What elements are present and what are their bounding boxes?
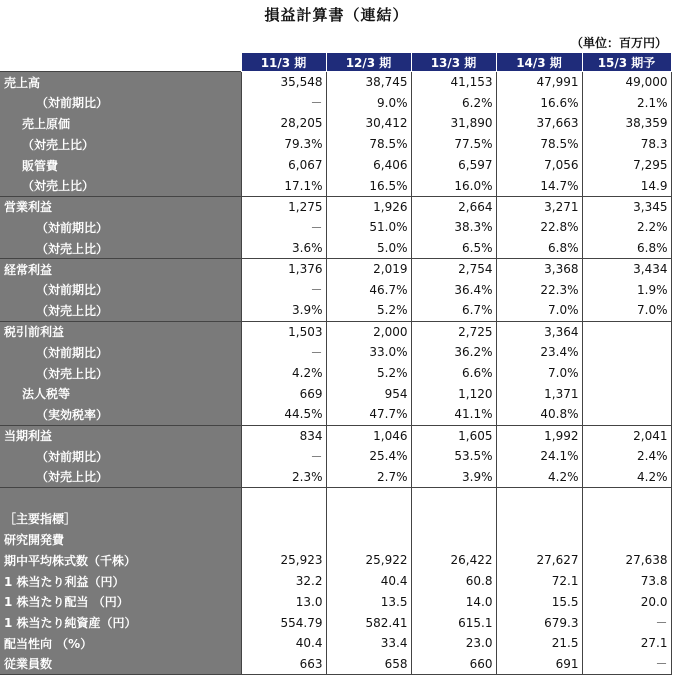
table-row	[0, 238, 671, 259]
table-cell: 1,376	[241, 259, 326, 280]
table-cell: 26,422	[411, 550, 496, 571]
row-label	[0, 487, 241, 508]
table-row	[0, 321, 671, 342]
table-row	[0, 633, 671, 654]
column-header: 12/3 期	[326, 53, 411, 72]
row-label: 1 株当たり純資産（円）	[0, 612, 241, 633]
table-cell: 3.9%	[411, 467, 496, 488]
row-label: 法人税等	[0, 383, 241, 404]
table-cell: 669	[241, 383, 326, 404]
table-cell: 23.4%	[496, 342, 582, 363]
table-cell: 6,067	[241, 155, 326, 176]
row-label: （対売上比）	[0, 363, 241, 384]
table-cell: 2,664	[411, 196, 496, 217]
table-cell: 660	[411, 654, 496, 675]
table-cell: －	[241, 92, 326, 113]
table-cell: 31,890	[411, 113, 496, 134]
table-cell: 615.1	[411, 612, 496, 633]
table-cell: 7,295	[582, 155, 671, 176]
table-cell	[326, 529, 411, 550]
table-cell: 1,926	[326, 196, 411, 217]
table-cell: 72.1	[496, 571, 582, 592]
table-row	[0, 571, 671, 592]
table-cell: 22.8%	[496, 217, 582, 238]
table-body	[0, 72, 671, 675]
table-cell: 47.7%	[326, 404, 411, 425]
row-label: （実効税率）	[0, 404, 241, 425]
table-cell: 27,638	[582, 550, 671, 571]
table-cell: 3,345	[582, 196, 671, 217]
row-label: ［主要指標］	[0, 508, 241, 529]
table-cell	[496, 529, 582, 550]
row-label: （対売上比）	[0, 238, 241, 259]
table-cell: 663	[241, 654, 326, 675]
table-cell: 33.0%	[326, 342, 411, 363]
table-cell: 2.1%	[582, 92, 671, 113]
table-cell: 4.2%	[582, 467, 671, 488]
column-header: 15/3 期予	[582, 53, 671, 72]
table-cell: 44.5%	[241, 404, 326, 425]
table-cell: 658	[326, 654, 411, 675]
table-cell: 14.7%	[496, 175, 582, 196]
table-cell: 1,275	[241, 196, 326, 217]
table-cell: －	[582, 654, 671, 675]
table-row	[0, 654, 671, 675]
table-cell: 2,754	[411, 259, 496, 280]
table-row	[0, 175, 671, 196]
table-cell: 679.3	[496, 612, 582, 633]
table-cell: 32.2	[241, 571, 326, 592]
table-cell: 3.6%	[241, 238, 326, 259]
header-corner	[0, 53, 241, 72]
table-cell: 30,412	[326, 113, 411, 134]
table-row	[0, 300, 671, 321]
table-cell: 9.0%	[326, 92, 411, 113]
table-cell: 77.5%	[411, 134, 496, 155]
table-cell	[582, 342, 671, 363]
table-cell: 16.6%	[496, 92, 582, 113]
table-cell: 38,359	[582, 113, 671, 134]
table-cell: 6.6%	[411, 363, 496, 384]
table-row	[0, 363, 671, 384]
row-label: （対前期比）	[0, 446, 241, 467]
table-row	[0, 446, 671, 467]
table-cell: －	[241, 217, 326, 238]
table-cell	[582, 363, 671, 384]
table-cell: 41,153	[411, 72, 496, 93]
table-cell: 38,745	[326, 72, 411, 93]
table-row	[0, 404, 671, 425]
table-cell: 3,434	[582, 259, 671, 280]
table-cell: 2.2%	[582, 217, 671, 238]
table-cell	[582, 508, 671, 529]
page-title: 損益計算書（連結）	[264, 6, 409, 24]
table-cell: 24.1%	[496, 446, 582, 467]
table-cell	[411, 529, 496, 550]
row-label: 期中平均株式数（千株）	[0, 550, 241, 571]
row-label: 当期利益	[0, 425, 241, 446]
table-cell: 14.0	[411, 591, 496, 612]
table-cell: 554.79	[241, 612, 326, 633]
table-cell: 27,627	[496, 550, 582, 571]
table-cell: 954	[326, 383, 411, 404]
table-row	[0, 425, 671, 446]
table-cell: 17.1%	[241, 175, 326, 196]
table-row	[0, 134, 671, 155]
row-label: 売上原価	[0, 113, 241, 134]
table-cell: 1,371	[496, 383, 582, 404]
table-cell: 3,368	[496, 259, 582, 280]
row-label: 経常利益	[0, 259, 241, 280]
row-label: 1 株当たり配当 （円）	[0, 591, 241, 612]
table-cell: 28,205	[241, 113, 326, 134]
table-cell: 36.4%	[411, 279, 496, 300]
table-row	[0, 508, 671, 529]
table-cell: 78.3	[582, 134, 671, 155]
table-row	[0, 529, 671, 550]
table-row	[0, 196, 671, 217]
table-cell: 6.5%	[411, 238, 496, 259]
table-cell: －	[241, 342, 326, 363]
table-cell: 4.2%	[241, 363, 326, 384]
table-cell	[582, 529, 671, 550]
table-cell: 20.0	[582, 591, 671, 612]
table-row	[0, 550, 671, 571]
row-label: （対前期比）	[0, 342, 241, 363]
table-cell: 7.0%	[496, 363, 582, 384]
table-row	[0, 259, 671, 280]
table-cell	[411, 487, 496, 508]
table-cell: 13.0	[241, 591, 326, 612]
row-label: （対前期比）	[0, 217, 241, 238]
table-cell: －	[241, 279, 326, 300]
table-cell: 4.2%	[496, 467, 582, 488]
table-cell: 38.3%	[411, 217, 496, 238]
table-cell: 2.7%	[326, 467, 411, 488]
table-cell: 691	[496, 654, 582, 675]
row-label: 税引前利益	[0, 321, 241, 342]
table-row	[0, 612, 671, 633]
income-statement-table	[0, 52, 672, 675]
table-cell: 5.0%	[326, 238, 411, 259]
table-row	[0, 591, 671, 612]
table-cell: 6.2%	[411, 92, 496, 113]
table-cell: 7.0%	[582, 300, 671, 321]
table-cell: 33.4	[326, 633, 411, 654]
table-row	[0, 92, 671, 113]
table-row	[0, 113, 671, 134]
table-row	[0, 72, 671, 93]
table-cell: 53.5%	[411, 446, 496, 467]
table-row	[0, 279, 671, 300]
table-row	[0, 487, 671, 508]
table-cell: 23.0	[411, 633, 496, 654]
table-cell	[326, 508, 411, 529]
table-cell: 1,046	[326, 425, 411, 446]
table-row	[0, 467, 671, 488]
table-cell	[582, 487, 671, 508]
table-cell: 36.2%	[411, 342, 496, 363]
row-label: 従業員数	[0, 654, 241, 675]
table-cell: 78.5%	[496, 134, 582, 155]
table-cell: 5.2%	[326, 300, 411, 321]
table-cell: 27.1	[582, 633, 671, 654]
table-cell: 21.5	[496, 633, 582, 654]
table-cell	[241, 529, 326, 550]
table-cell: 1,503	[241, 321, 326, 342]
table-cell: －	[241, 446, 326, 467]
table-cell: 7,056	[496, 155, 582, 176]
row-label: 売上高	[0, 72, 241, 93]
table-cell: 1,605	[411, 425, 496, 446]
row-label: （対売上比）	[0, 175, 241, 196]
table-cell: 2,000	[326, 321, 411, 342]
table-cell: 16.5%	[326, 175, 411, 196]
table-cell: 41.1%	[411, 404, 496, 425]
table-cell: 73.8	[582, 571, 671, 592]
column-header: 14/3 期	[496, 53, 582, 72]
table-cell: 49,000	[582, 72, 671, 93]
table-cell: 60.8	[411, 571, 496, 592]
table-cell: 37,663	[496, 113, 582, 134]
table-cell: 3.9%	[241, 300, 326, 321]
table-cell: 834	[241, 425, 326, 446]
table-cell: 3,271	[496, 196, 582, 217]
table-cell: 6.7%	[411, 300, 496, 321]
unit-label: （単位：百万円）	[570, 36, 667, 50]
table-row	[0, 217, 671, 238]
column-header: 13/3 期	[411, 53, 496, 72]
table-cell: 46.7%	[326, 279, 411, 300]
row-label: （対売上比）	[0, 300, 241, 321]
table-cell: 22.3%	[496, 279, 582, 300]
table-cell: 16.0%	[411, 175, 496, 196]
table-row	[0, 155, 671, 176]
table-cell	[326, 487, 411, 508]
table-cell: 2,019	[326, 259, 411, 280]
table-cell: 15.5	[496, 591, 582, 612]
table-cell: 2,725	[411, 321, 496, 342]
table-cell: 47,991	[496, 72, 582, 93]
row-label: 研究開発費	[0, 529, 241, 550]
table-cell	[241, 487, 326, 508]
table-cell: 13.5	[326, 591, 411, 612]
table-cell: 2,041	[582, 425, 671, 446]
table-cell	[496, 487, 582, 508]
table-cell	[241, 508, 326, 529]
table-cell: 51.0%	[326, 217, 411, 238]
table-cell: 1.9%	[582, 279, 671, 300]
row-label: （対売上比）	[0, 134, 241, 155]
table-cell	[496, 508, 582, 529]
row-label: （対売上比）	[0, 467, 241, 488]
table-cell	[411, 508, 496, 529]
table-cell	[582, 321, 671, 342]
table-cell: 40.4	[241, 633, 326, 654]
table-cell: 6,597	[411, 155, 496, 176]
table-cell: 2.4%	[582, 446, 671, 467]
table-row	[0, 383, 671, 404]
table-cell	[582, 404, 671, 425]
table-cell: 7.0%	[496, 300, 582, 321]
table-cell: 25.4%	[326, 446, 411, 467]
table-cell: 79.3%	[241, 134, 326, 155]
table-cell: 40.8%	[496, 404, 582, 425]
row-label: 販管費	[0, 155, 241, 176]
column-header: 11/3 期	[241, 53, 326, 72]
row-label: 配当性向 （%）	[0, 633, 241, 654]
table-cell: 6,406	[326, 155, 411, 176]
table-cell: 5.2%	[326, 363, 411, 384]
row-label: 1 株当たり利益（円）	[0, 571, 241, 592]
table-cell: 6.8%	[582, 238, 671, 259]
table-cell	[582, 383, 671, 404]
table-cell: 2.3%	[241, 467, 326, 488]
header-row	[0, 53, 671, 72]
table-cell: 25,923	[241, 550, 326, 571]
table-cell: 582.41	[326, 612, 411, 633]
table-cell: 14.9	[582, 175, 671, 196]
table-cell: 40.4	[326, 571, 411, 592]
table-cell: 25,922	[326, 550, 411, 571]
table-cell: 35,548	[241, 72, 326, 93]
table-cell: 1,120	[411, 383, 496, 404]
table-cell: 1,992	[496, 425, 582, 446]
row-label: （対前期比）	[0, 279, 241, 300]
table-cell: 3,364	[496, 321, 582, 342]
table-cell: 6.8%	[496, 238, 582, 259]
table-cell: 78.5%	[326, 134, 411, 155]
table-cell: －	[582, 612, 671, 633]
row-label: 営業利益	[0, 196, 241, 217]
row-label: （対前期比）	[0, 92, 241, 113]
table-row	[0, 342, 671, 363]
